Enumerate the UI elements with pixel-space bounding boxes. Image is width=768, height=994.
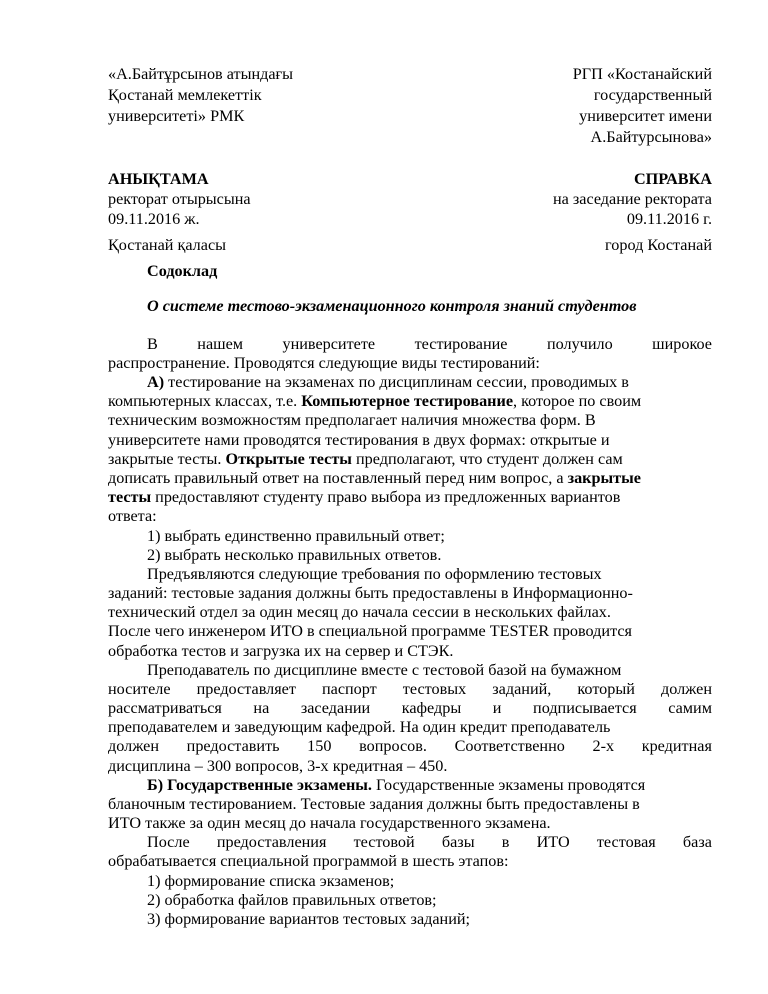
pA-line-5: закрытые тесты. Открытые тесты предполагают, что студент должен сам bbox=[108, 450, 623, 468]
p1-line-2: распространение. Проводятся следующие виды тестирований: bbox=[108, 354, 540, 372]
p2-line-4: После чего инженером ИТО в специальной программе TESTER проводится bbox=[108, 622, 632, 640]
p4-line-1: После предоставления тестовой базы в ИТО тестовая база bbox=[147, 833, 712, 851]
p3-line-5: должен предоставить 150 вопросов. Соответственно 2-х кредитная bbox=[108, 737, 712, 755]
meeting-ru: на заседание ректората bbox=[552, 190, 712, 208]
header-left-line-2: Қостанай мемлекеттік bbox=[108, 86, 262, 104]
header-right-line-3: университет имени bbox=[579, 107, 712, 125]
p2-line-2: заданий: тестовые задания должны быть предоставлены в Информационно- bbox=[108, 584, 633, 602]
header-right-line-1: РГП «Костанайский bbox=[572, 65, 712, 83]
header-right-line-4: А.Байтурсынова» bbox=[590, 128, 712, 146]
pA-line-8: ответа: bbox=[108, 507, 157, 525]
stage-1: 1) формирование списка экзаменов; bbox=[147, 872, 395, 890]
header-left-line-3: университеті» РМК bbox=[108, 107, 245, 125]
pA-line-2: компьютерных классах, т.е. Компьютерное тестирование, которое по своим bbox=[108, 392, 642, 410]
pB-line-3: ИТО также за один месяц до начала государственного экзамена. bbox=[108, 814, 551, 832]
section-heading: О системе тестово-экзаменационного контроля знаний студентов bbox=[147, 297, 637, 315]
p3-line-4: преподавателем и заведующим кафедрой. На один кредит преподаватель bbox=[108, 718, 611, 736]
p3-line-1: Преподаватель по дисциплине вместе с тестовой базой на бумажном bbox=[147, 661, 622, 679]
p1-line-1: В нашем университете тестирование получило широкое bbox=[147, 335, 712, 353]
pA-line-7: тесты предоставляют студенту право выбора из предложенных вариантов bbox=[108, 488, 621, 506]
pA-line-4: университете нами проводятся тестирования в двух формах: открытые и bbox=[108, 431, 610, 449]
stage-3: 3) формирование вариантов тестовых заданий; bbox=[147, 910, 471, 928]
p3-line-6: дисциплина – 300 вопросов, 3-х кредитная – 450. bbox=[108, 757, 448, 775]
title-ru: СПРАВКА bbox=[633, 170, 712, 188]
pB-line-2: бланочным тестированием. Тестовые задания должны быть предоставлены в bbox=[108, 795, 640, 813]
pA-line-1: А) тестирование на экзаменах по дисциплинам сессии, проводимых в bbox=[147, 373, 629, 391]
p2-line-3: технический отдел за один месяц до начала сессии в нескольких файлах. bbox=[108, 603, 611, 621]
meeting-kz: ректорат отырысына bbox=[108, 190, 251, 208]
date-kz: 09.11.2016 ж. bbox=[108, 210, 200, 228]
p3-line-3: рассматриваться на заседании кафедры и подписывается самим bbox=[108, 699, 712, 717]
pA-line-3: техническим возможностям предполагает наличия множества форм. В bbox=[108, 411, 596, 429]
date-ru: 09.11.2016 г. bbox=[626, 210, 712, 228]
option-1: 1) выбрать единственно правильный ответ; bbox=[147, 527, 445, 545]
p2-line-5: обработка тестов и загрузка их на сервер и СТЭК. bbox=[108, 642, 454, 660]
subtitle: Содоклад bbox=[147, 262, 218, 280]
p4-line-2: обрабатывается специальной программой в шесть этапов: bbox=[108, 852, 509, 870]
p2-line-1: Предъявляются следующие требования по оформлению тестовых bbox=[147, 565, 602, 583]
header-left-line-1: «А.Байтұрсынов атындағы bbox=[108, 65, 294, 83]
pA-line-6: дописать правильный ответ на поставленный перед ним вопрос, а закрытые bbox=[108, 469, 641, 487]
option-2: 2) выбрать несколько правильных ответов. bbox=[147, 546, 442, 564]
city-kz: Қостанай қаласы bbox=[108, 236, 227, 254]
city-ru: город Костанай bbox=[605, 236, 712, 254]
stage-2: 2) обработка файлов правильных ответов; bbox=[147, 891, 437, 909]
header-right-line-2: государственный bbox=[593, 86, 712, 104]
pB-line-1: Б) Государственные экзамены. Государственные экзамены проводятся bbox=[147, 776, 646, 794]
title-kz: АНЫҚТАМА bbox=[108, 170, 209, 188]
p3-line-2: носителе предоставляет паспорт тестовых заданий, который должен bbox=[108, 680, 712, 698]
